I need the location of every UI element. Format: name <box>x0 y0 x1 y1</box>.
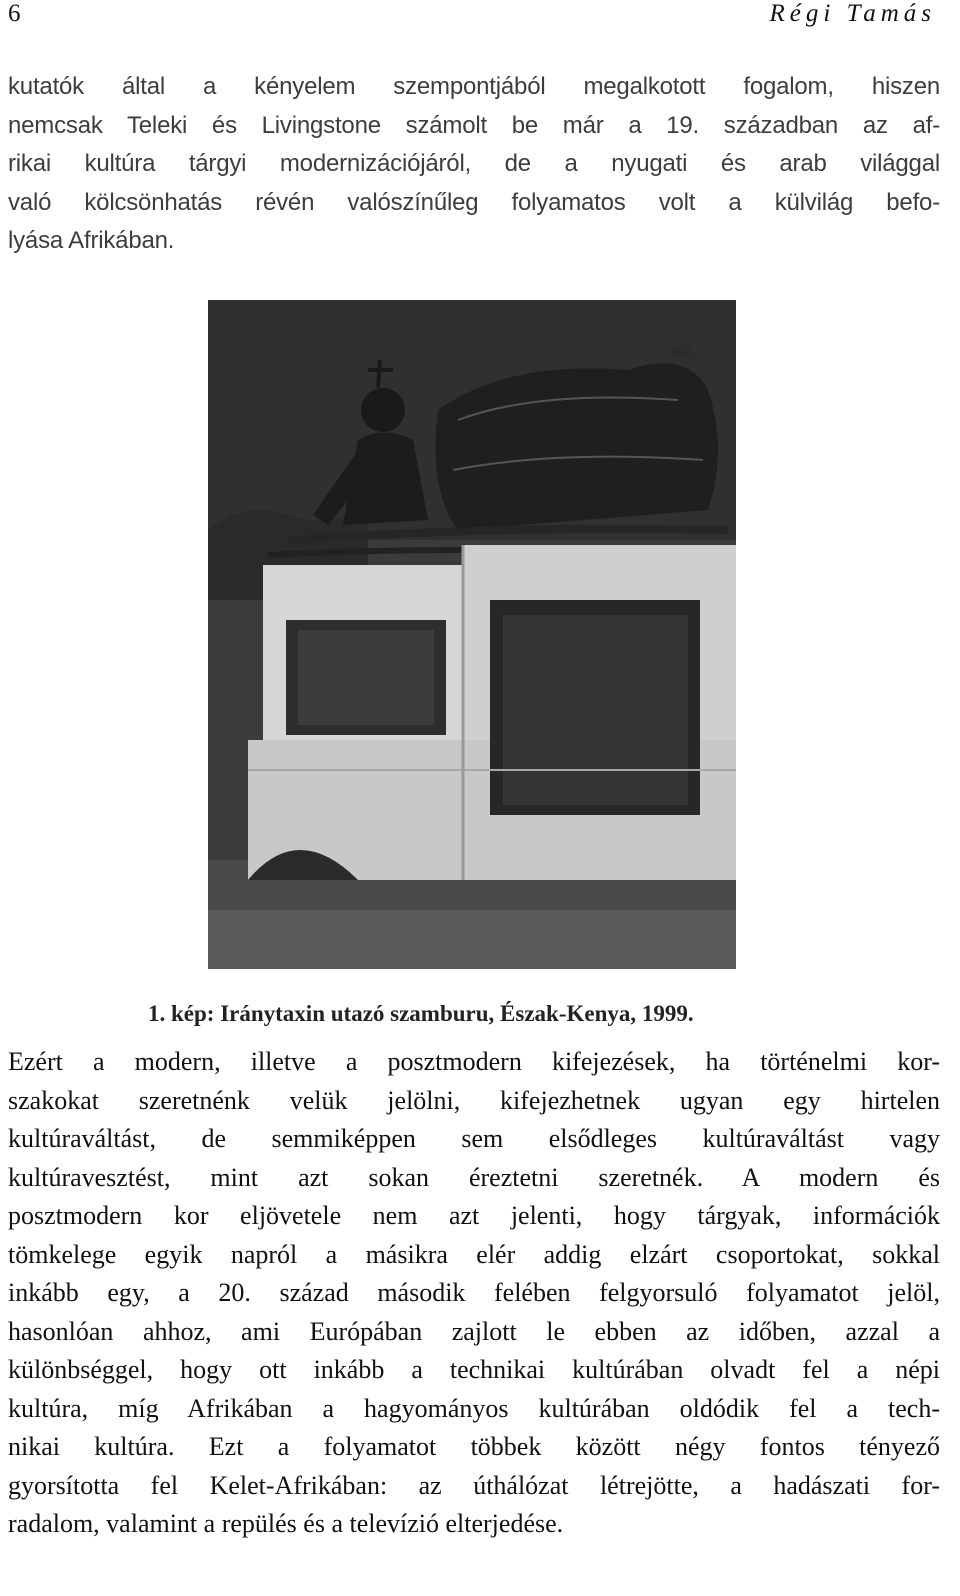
text-line: radalom, valamint a repülés és a televízió elterjedése. <box>8 1509 564 1538</box>
text-line: különbséggel, hogy ott inkább a technikai kultúrában olvadt fel a népi <box>8 1355 940 1384</box>
text-line: kutatók által a kényelem szempontjából megalkotott fogalom, hiszen <box>8 73 940 100</box>
text-line: kultúra, míg Afrikában a hagyományos kultúrában oldódik fel a tech- <box>8 1393 940 1423</box>
text-line: hasonlóan ahhoz, ami Európában zajlott le ebben az időben, azzal a <box>8 1316 940 1346</box>
text-line: tömkelege egyik napról a másikra elér addig elzárt csoportokat, sokkal <box>8 1239 940 1269</box>
running-title: Régi Tamás <box>769 0 936 27</box>
paragraph-intro <box>8 68 940 261</box>
text-line: kultúraváltást, de semmiképpen sem elsődleges kultúraváltást vagy <box>8 1124 940 1153</box>
text-line: Ezért a modern, illetve a posztmodern kifejezések, ha történelmi kor- <box>8 1047 940 1076</box>
text-line: gyorsította fel Kelet-Afrikában: az úthálózat létrejötte, a hadászati for- <box>8 1470 940 1500</box>
figure-photo <box>208 300 736 969</box>
figure-caption: 1. kép: Iránytaxin utazó szamburu, Észak-Kenya, 1999. <box>148 1001 694 1026</box>
text-line: inkább egy, a 20. század második felében felgyorsuló folyamatot jelöl, <box>8 1278 940 1307</box>
paragraph-main <box>8 1043 940 1544</box>
text-line: nemcsak Teleki és Livingstone számolt be már a 19. században az af- <box>8 111 940 139</box>
text-line: szakokat szeretnénk velük jelölni, kifejezhetnek ugyan egy hirtelen <box>8 1085 940 1115</box>
text-line: nikai kultúra. Ezt a folyamatot többek között négy fontos tényező <box>8 1432 940 1461</box>
text-line: posztmodern kor eljövetele nem azt jelenti, hogy tárgyak, információk <box>8 1201 940 1230</box>
page-number: 6 <box>8 0 21 27</box>
text-line: lyása Afrikában. <box>8 227 175 254</box>
text-line: rikai kultúra tárgyi modernizációjáról, de a nyugati és arab világgal <box>8 150 940 177</box>
photo-illustration <box>208 300 736 969</box>
text-line: való kölcsönhatás révén valószínűleg folyamatos volt a külvilág befo- <box>8 188 940 216</box>
page-header <box>8 0 936 34</box>
text-line: kultúravesztést, mint azt sokan éreztetni szeretnék. A modern és <box>8 1162 940 1192</box>
